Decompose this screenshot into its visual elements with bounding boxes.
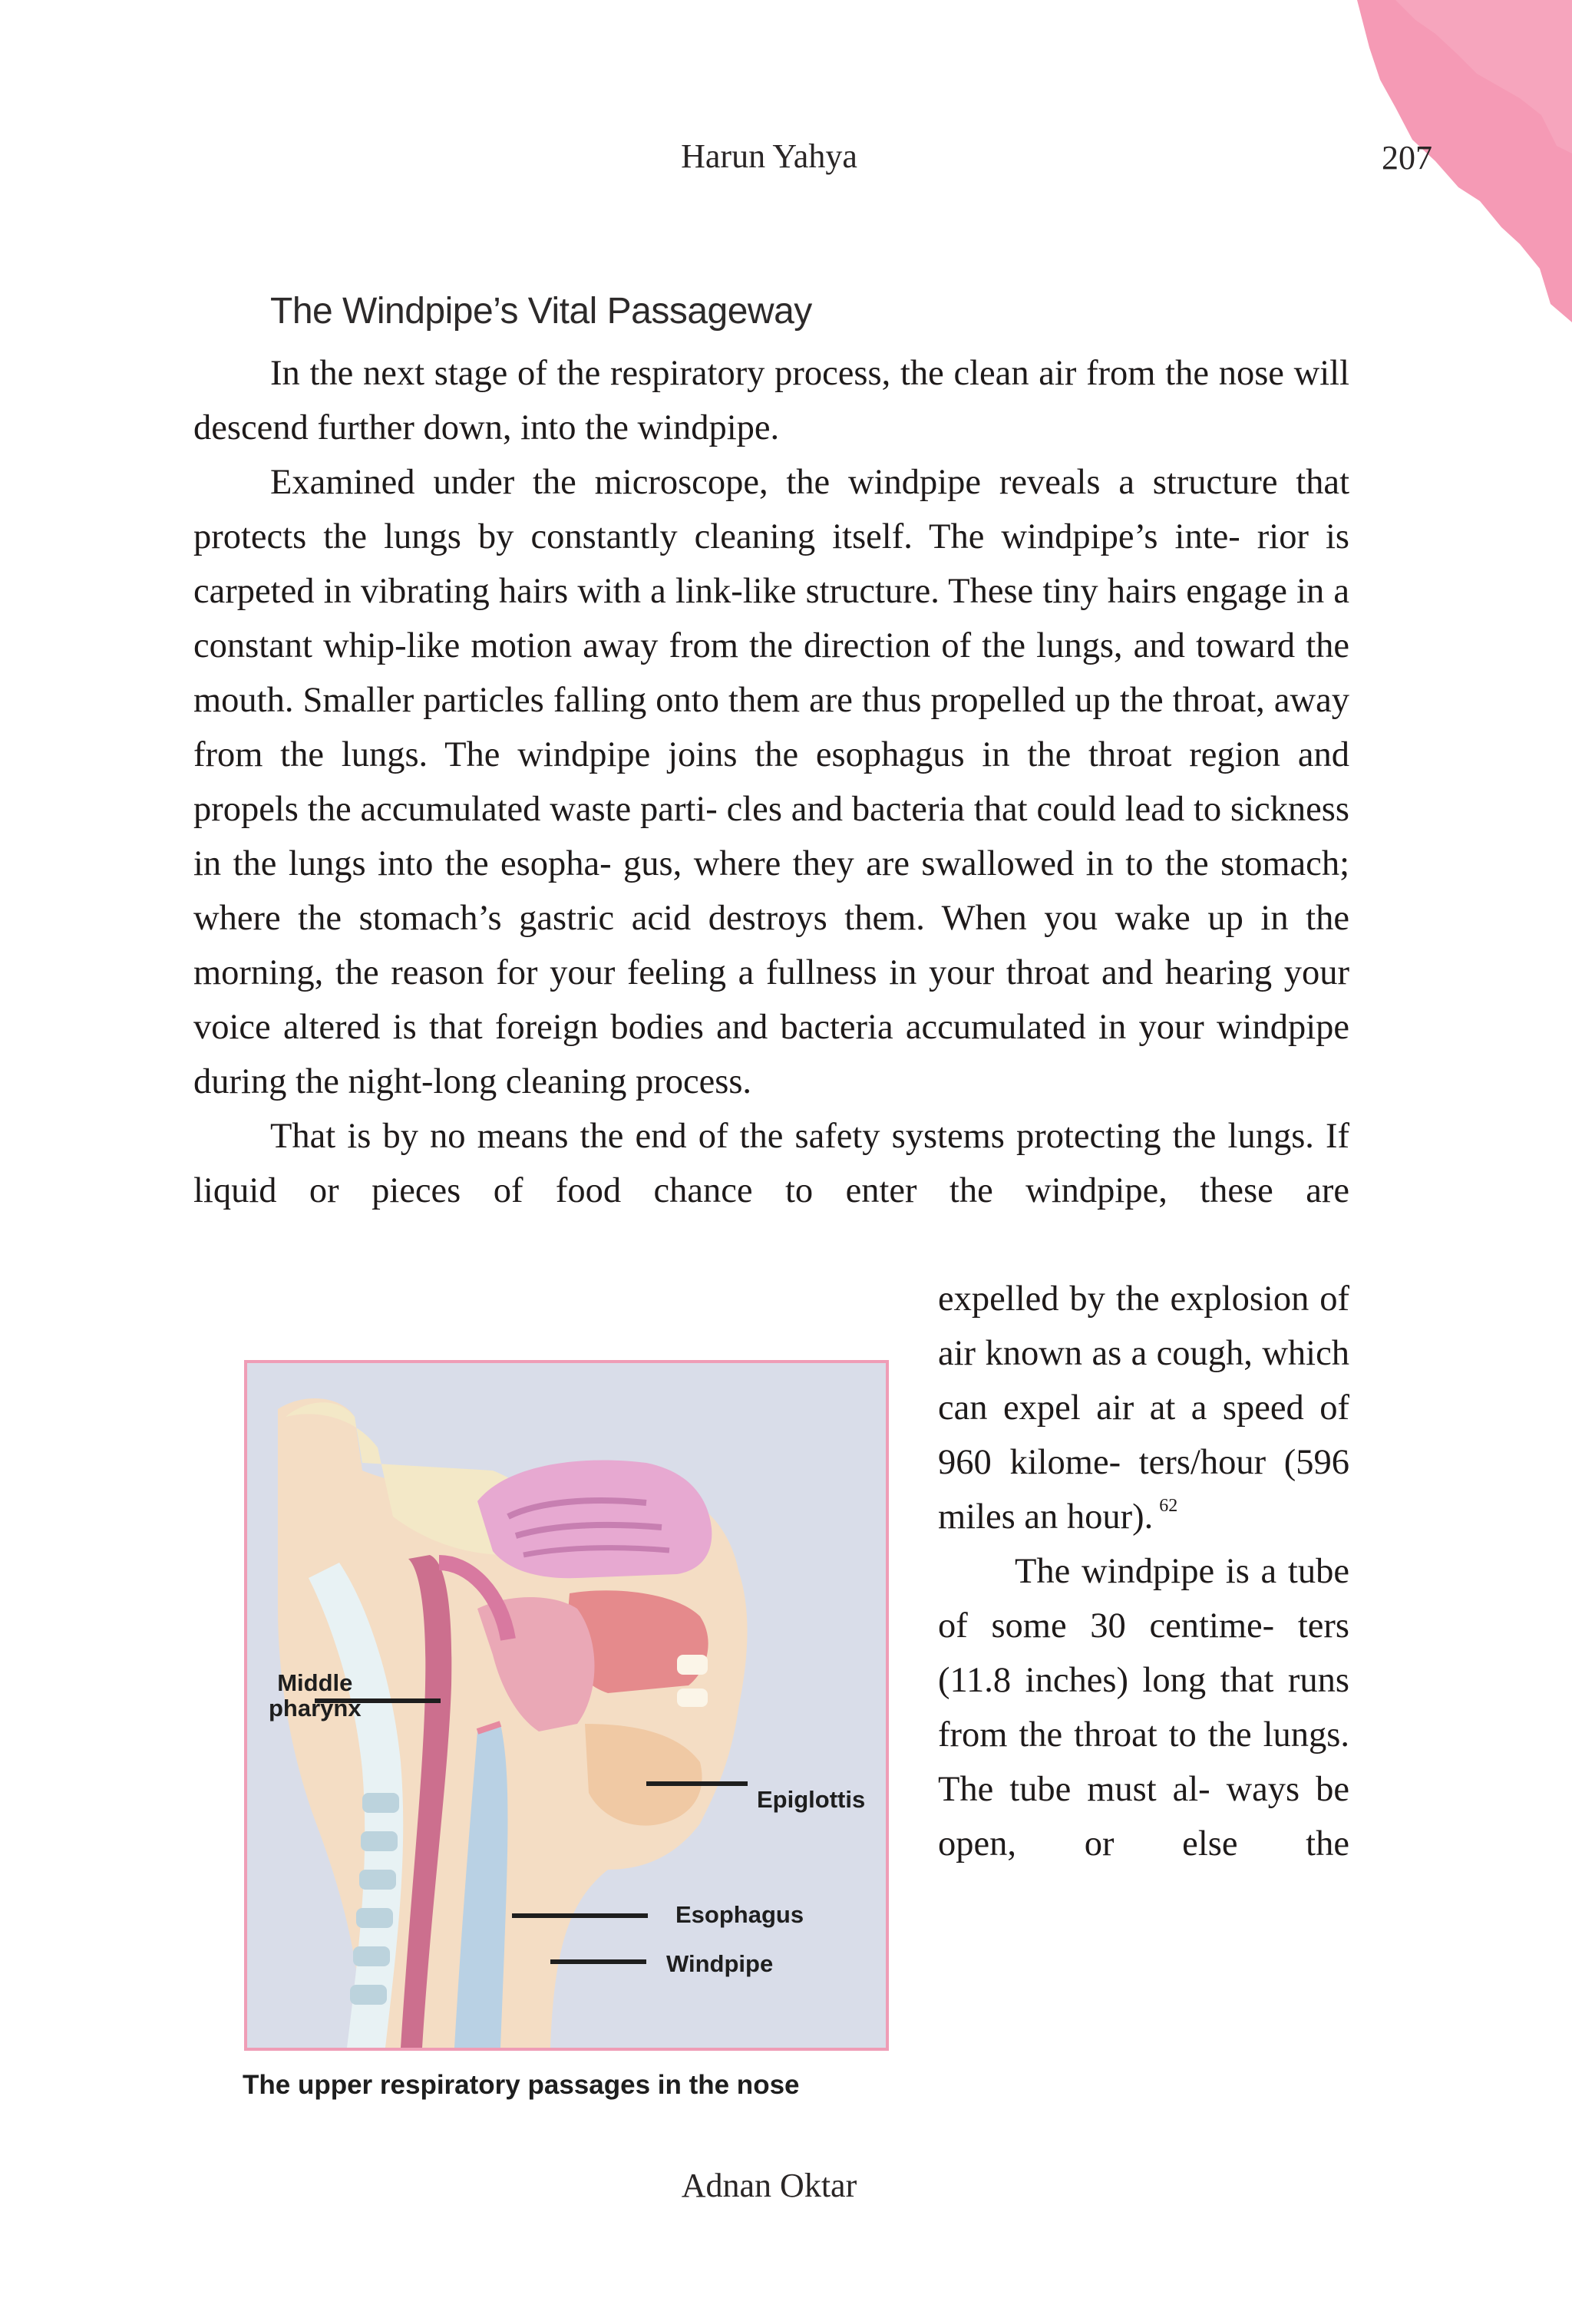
side-text-column	[938, 1272, 1349, 1871]
middle-pharynx-label-line-2: pharynx	[269, 1695, 362, 1722]
windpipe-label: Windpipe	[666, 1950, 774, 1977]
anatomy-figure	[244, 1360, 889, 2051]
paragraph-1: In the next stage of the respiratory process, the clean air from the nose will descend further down, into the windpipe.	[193, 354, 1349, 447]
body-text	[193, 346, 1349, 1218]
section-heading: The Windpipe’s Vital Passageway	[270, 291, 812, 332]
middle-pharynx-label-line-1: Middle	[277, 1669, 353, 1696]
epiglottis-label: Epiglottis	[757, 1786, 866, 1813]
figure-caption: The upper respiratory passages in the nose	[243, 2070, 800, 2100]
side-paragraph-1-text: expelled by the explosion of air known as a cough, which can expel air at a speed of 960 kilome- ters/hour (596 miles an hour).	[938, 1279, 1349, 1537]
paragraph-3: That is by no means the end of the safety systems protecting the lungs. If liquid or pieces of food chance to enter the windpipe, these are	[193, 1117, 1349, 1210]
footnote-reference: 62	[1159, 1496, 1178, 1516]
side-paragraph-1	[938, 1272, 1349, 1544]
page-number: 207	[1382, 139, 1432, 177]
running-header-author: Harun Yahya	[681, 137, 857, 175]
esophagus-label: Esophagus	[675, 1901, 804, 1928]
side-paragraph-2: The windpipe is a tube of some 30 centime- ters (11.8 inches) long that runs from the throat to the lungs. The tube must al- ways be open, or else the	[938, 1552, 1349, 1863]
running-footer-author: Adnan Oktar	[681, 2167, 857, 2204]
middle-pharynx-label	[269, 1670, 362, 1721]
paragraph-2: Examined under the microscope, the windpipe reveals a structure that protects the lungs by constantly cleaning itself. The windpipe’s inte- rior is carpeted in vibrating hairs with a link-like structure. These tiny hairs engage in a constant whip-like motion away from the direction of the lungs, and toward the mouth. Smaller particles falling onto them are thus propelled up the throat, away from the lungs. The windpipe joins the esophagus in the throat region and propels the accumulated waste parti- cles and bacteria that could lead to sickness in the lungs into the esopha- gus, where they are swallowed in to the stomach; where the stomach’s gastric acid destroys them. When you wake up in the morning, the reason for your feeling a fullness in your throat and hearing your voice altered is that foreign bodies and bacteria accumulated in your windpipe during the night-long cleaning process.	[193, 463, 1349, 1101]
